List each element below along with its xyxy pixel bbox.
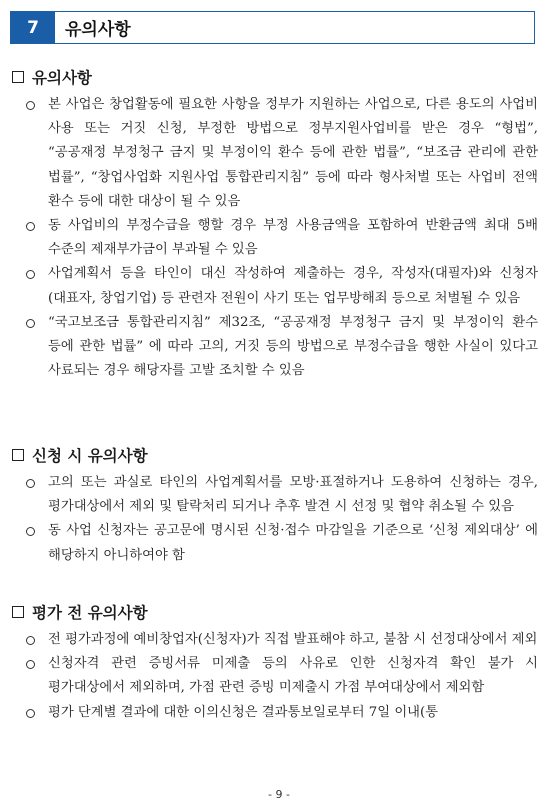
list-item-text: 동 사업 신청자는 공고문에 명시된 신청·접수 마감일을 기준으로 ‘신청 제외대상’ 에 해당하지 아니하여야 함 bbox=[48, 523, 538, 563]
list-item bbox=[12, 701, 542, 725]
section-heading bbox=[12, 66, 542, 88]
list-item-text: 본 사업은 창업활동에 필요한 사항을 정부가 지원하는 사업으로, 다른 용도의 사업비 사용 또는 거짓 신청, 부정한 방법으로 정부지원사업비를 받은 경우 “형법”, “공공재정 부정청구 금지 및 부정이익 환수 등에 관한 법률”, “보조금 관리에 관한 법률”, “창업사업화 지원사업 통합관리지침” 등에 따라 형사처벌 또는 사업비 전액 환수 등에 대한 대상이 될 수 있음 bbox=[48, 97, 538, 209]
list-item bbox=[12, 93, 542, 214]
square-bullet-icon bbox=[12, 71, 24, 83]
list-item bbox=[12, 262, 542, 310]
square-bullet-icon bbox=[12, 449, 24, 461]
list-item bbox=[12, 519, 542, 567]
circle-bullet-icon bbox=[26, 222, 35, 231]
section-title: 유의사항 bbox=[65, 20, 131, 40]
list-item-text: “국고보조금 통합관리지침” 제32조, “공공재정 부정청구 금지 및 부정이익 환수 등에 관한 법률” 에 따라 고의, 거짓 등의 방법으로 부정수급을 행한 사실이 있다고 사료되는 경우 해당자를 고발 조치할 수 있음 bbox=[48, 314, 538, 379]
circle-bullet-icon bbox=[26, 709, 35, 718]
section-heading bbox=[12, 444, 542, 466]
section-heading-text: 신청 시 유의사항 bbox=[32, 447, 148, 465]
section-pre-evaluation-cautions bbox=[12, 601, 542, 725]
square-bullet-icon bbox=[12, 606, 24, 618]
section-title-box bbox=[10, 11, 535, 44]
list-item-text: 신청자격 관련 증빙서류 미제출 등의 사유로 인한 신청자격 확인 불가 시 평가대상에서 제외하며, 가점 관련 증빙 미제출시 가점 부여대상에서 제외함 bbox=[48, 656, 538, 696]
list-item bbox=[12, 311, 542, 384]
list-item bbox=[12, 471, 542, 519]
circle-bullet-icon bbox=[26, 101, 35, 110]
circle-bullet-icon bbox=[26, 527, 35, 536]
list-item bbox=[12, 652, 542, 700]
circle-bullet-icon bbox=[26, 479, 35, 488]
list-item bbox=[12, 628, 542, 652]
section-cautions bbox=[12, 66, 542, 383]
circle-bullet-icon bbox=[26, 319, 35, 328]
page-number: - 9 - bbox=[268, 788, 290, 801]
list-item-text: 동 사업비의 부정수급을 행할 경우 부정 사용금액을 포함하여 반환금액 최대 5배 수준의 제재부가금이 부과될 수 있음 bbox=[48, 218, 538, 258]
section-heading-text: 유의사항 bbox=[32, 69, 92, 87]
circle-bullet-icon bbox=[26, 636, 35, 645]
list-item-text: 사업계획서 등을 타인이 대신 작성하여 제출하는 경우, 작성자(대필자)와 신청자(대표자, 창업기업) 등 관련자 전원이 사기 또는 업무방해죄 등으로 처벌될 수 있음 bbox=[48, 266, 538, 306]
section-number: 7 bbox=[11, 12, 55, 43]
section-heading-text: 평가 전 유의사항 bbox=[32, 604, 148, 622]
list-item bbox=[12, 214, 542, 262]
list-item-text: 고의 또는 과실로 타인의 사업계획서를 모방·표절하거나 도용하여 신청하는 경우, 평가대상에서 제외 및 탈락처리 되거나 추후 발견 시 선정 및 협약 취소될 수 있음 bbox=[48, 475, 538, 515]
section-application-cautions bbox=[12, 444, 542, 568]
circle-bullet-icon bbox=[26, 270, 35, 279]
section-heading bbox=[12, 601, 542, 623]
list-item-text: 전 평가과정에 예비창업자(신청자)가 직접 발표해야 하고, 불참 시 선정대상에서 제외 bbox=[48, 632, 538, 647]
circle-bullet-icon bbox=[26, 660, 35, 669]
list-item-text: 평가 단계별 결과에 대한 이의신청은 결과통보일로부터 7일 이내(통 bbox=[48, 704, 439, 720]
